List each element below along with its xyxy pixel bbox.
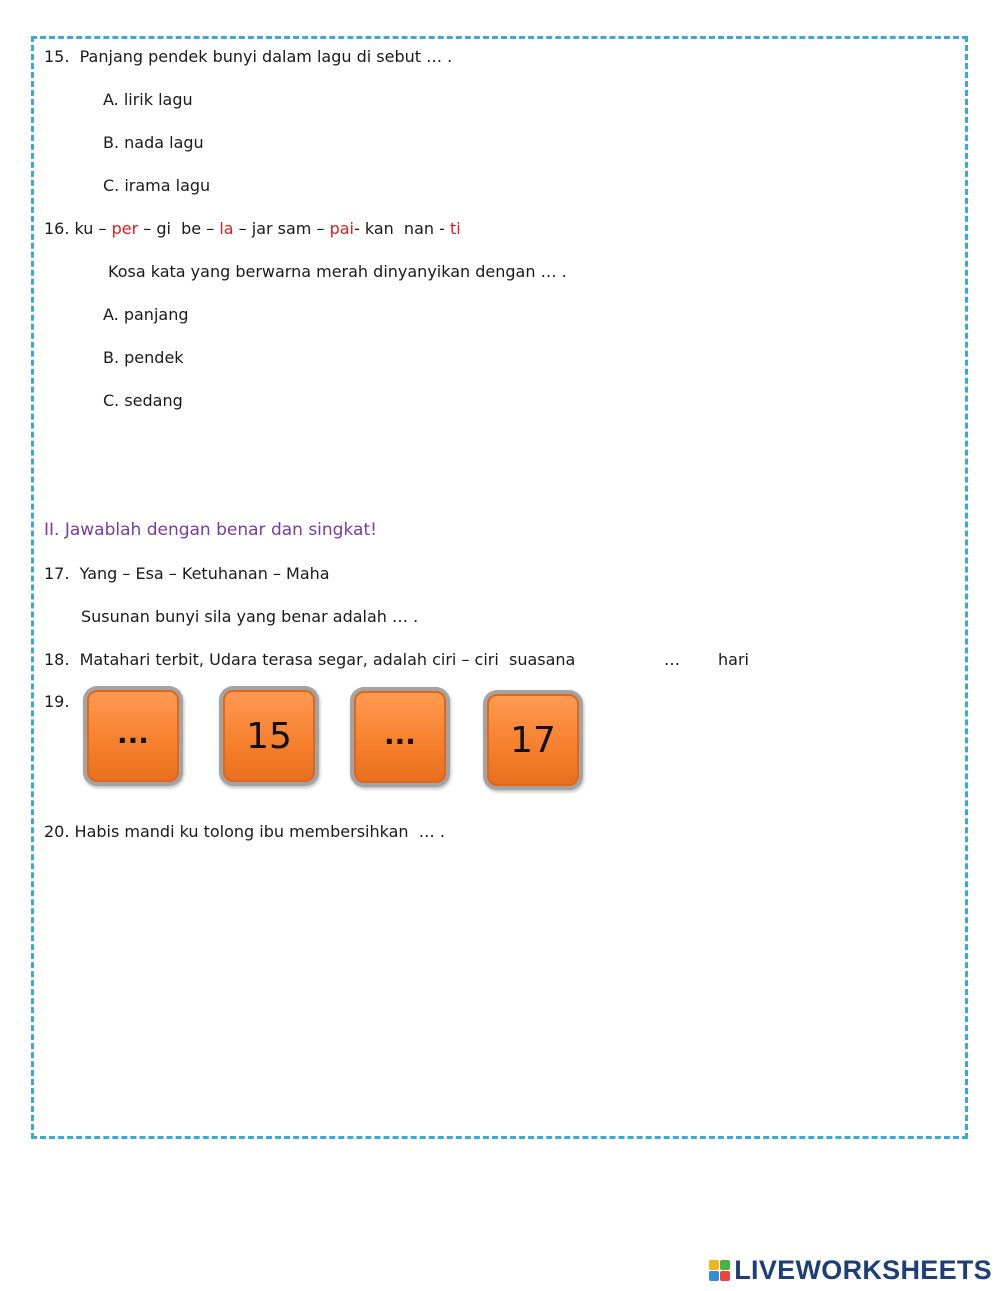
q16-syllable-red: ti [449, 219, 461, 238]
section-2-heading: II. Jawablah dengan benar dan singkat! [44, 520, 377, 540]
q16-syllable: – jar sam – [233, 219, 330, 238]
q16-option-b[interactable]: B. pendek [103, 348, 184, 367]
q16-number: 16. [44, 219, 75, 238]
q18-answer-blank[interactable]: … [664, 650, 680, 669]
logo-block-green [720, 1260, 730, 1270]
tile-label: ... [354, 691, 446, 783]
tile-label: 17 [487, 694, 579, 786]
question-17: 17. Yang – Esa – Ketuhanan – Maha [44, 564, 330, 583]
q16-syllable: – gi be – [138, 219, 220, 238]
number-tile-blank-1[interactable] [83, 686, 183, 786]
q16-option-a[interactable]: A. panjang [103, 305, 189, 324]
number-tile-17 [483, 690, 583, 790]
q15-option-a[interactable]: A. lirik lagu [103, 90, 193, 109]
logo-text: LIVEWORKSHEETS [734, 1255, 992, 1285]
q16-syllable-red: pai [329, 219, 354, 238]
q16-syllable-red: per [111, 219, 139, 238]
q16-prompt: Kosa kata yang berwarna merah dinyanyikan dengan … . [108, 262, 567, 281]
q17-prompt: Susunan bunyi sila yang benar adalah … . [81, 607, 419, 626]
worksheet-frame [31, 36, 968, 1139]
question-20: 20. Habis mandi ku tolong ibu membersihkan … . [44, 822, 445, 841]
q15-option-b[interactable]: B. nada lagu [103, 133, 204, 152]
tile-label: ... [87, 690, 179, 782]
q18-tail: hari [718, 650, 749, 669]
logo-blocks-icon [709, 1260, 730, 1281]
logo-block-yellow [709, 1260, 719, 1270]
q16-syllable: - kan nan - [353, 219, 450, 238]
q16-option-c[interactable]: C. sedang [103, 391, 183, 410]
number-tile-blank-2[interactable] [350, 687, 450, 787]
question-16 [44, 218, 461, 240]
question-19: 19. [44, 692, 70, 711]
question-15: 15. Panjang pendek bunyi dalam lagu di sebut … . [44, 47, 453, 66]
q16-syllable-red: la [219, 219, 234, 238]
q15-option-c[interactable]: C. irama lagu [103, 176, 211, 195]
logo-block-blue [709, 1271, 719, 1281]
liveworksheets-logo [709, 1255, 992, 1286]
q16-syllable: ku – [74, 219, 112, 238]
logo-block-red [720, 1271, 730, 1281]
number-tile-15 [219, 686, 319, 786]
question-18: 18. Matahari terbit, Udara terasa segar, adalah ciri – ciri suasana [44, 650, 576, 669]
tile-label: 15 [223, 690, 315, 782]
